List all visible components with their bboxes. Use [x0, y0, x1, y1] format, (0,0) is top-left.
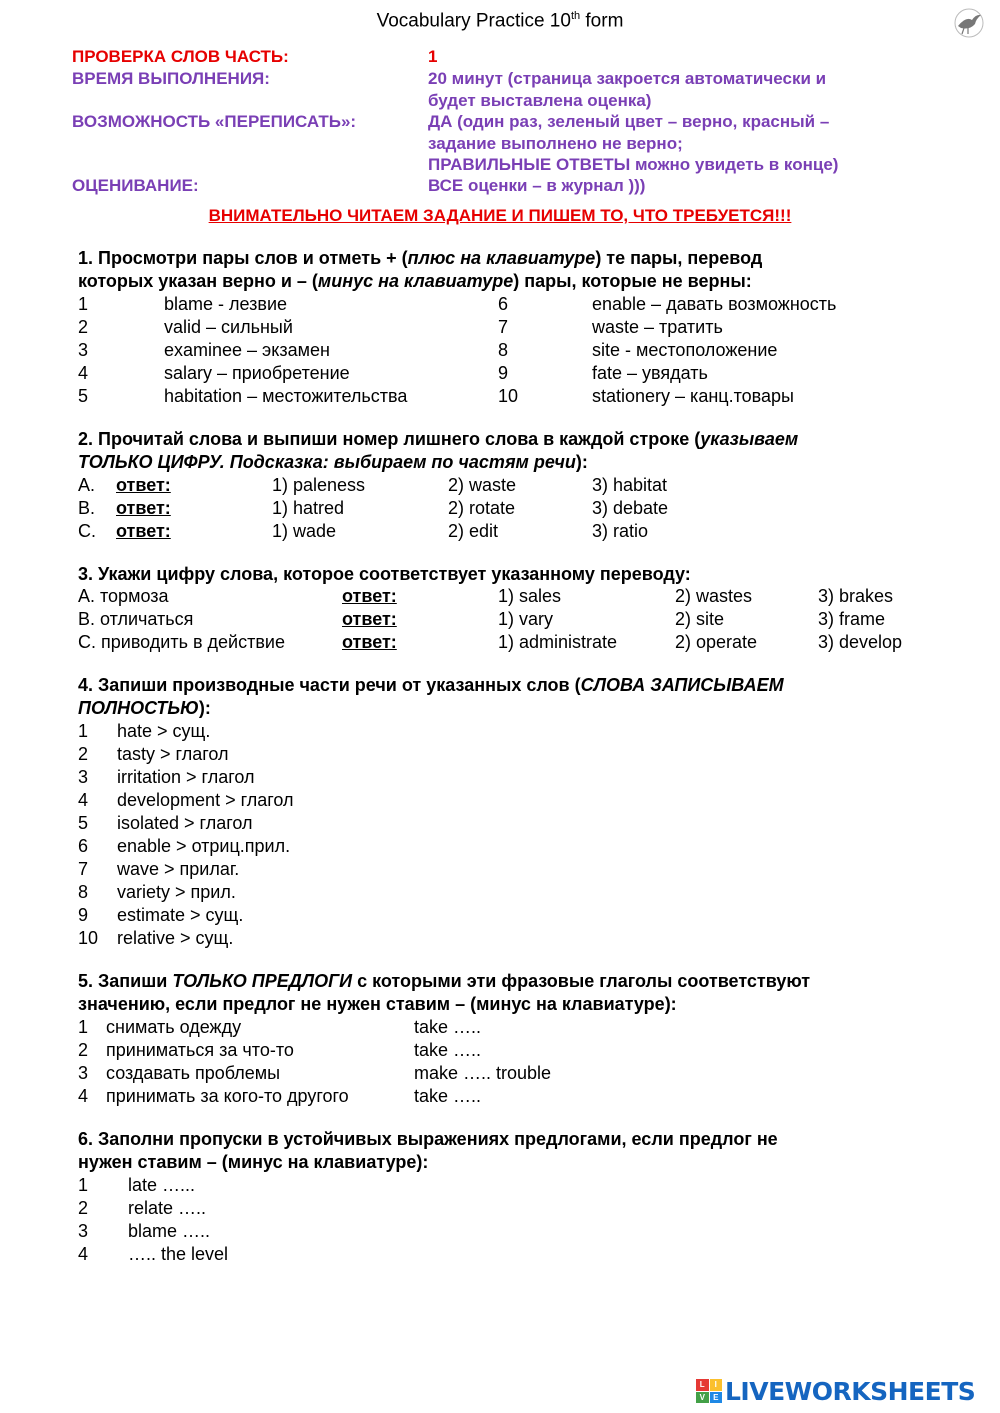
time-value: 20 минут (страница закроется автоматически и будет выставлена оценка) — [428, 69, 827, 110]
task1-row[interactable]: 4 salary – приобретение 9 fate – увядать — [78, 363, 708, 383]
liveworksheets-logo[interactable] — [696, 1376, 975, 1406]
task3-heading: 3. Укажи цифру слова, которое соответствует указанному переводу: — [78, 564, 691, 584]
task4-row[interactable]: 4 development > глагол — [78, 790, 294, 810]
warning-banner: ВНИМАТЕЛЬНО ЧИТАЕМ ЗАДАНИЕ И ПИШЕМ ТО, ЧТО ТРЕБУЕТСЯ!!! — [208, 206, 792, 225]
time-label: ВРЕМЯ ВЫПОЛНЕНИЯ: — [72, 69, 270, 88]
task4-row[interactable]: 6 enable > отриц.прил. — [78, 836, 291, 856]
task1-row[interactable]: 3 examinee – экзамен 8 site - местоположение — [78, 340, 778, 360]
task1-heading: 1. Просмотри пары слов и отметь + (плюс на клавиатуре) те пары, перевод которых указан верно и – (минус на клавиатуре) пары, которые не верны: — [78, 248, 763, 291]
rewrite-value: ДА (один раз, зеленый цвет – верно, красный – задание выполнено не верно; ПРАВИЛЬНЫЕ ОТВЕТЫ можно увидеть в конце) — [428, 112, 839, 174]
task3-row: A. тормоза ответ: 1) sales 2) wastes 3) brakes — [78, 586, 894, 606]
task4-row[interactable]: 2 tasty > глагол — [78, 744, 229, 764]
task3-row: C. приводить в действие ответ: 1) administrate 2) operate 3) develop — [78, 632, 903, 652]
task6-row[interactable]: 3 blame ….. — [78, 1221, 211, 1241]
answer-field[interactable]: ответ: — [116, 521, 171, 541]
brand-mark-tile: E — [710, 1392, 723, 1404]
grading-label: ОЦЕНИВАНИЕ: — [72, 176, 199, 195]
task4-row[interactable]: 9 estimate > сущ. — [78, 905, 244, 925]
task4-row[interactable]: 7 wave > прилаг. — [78, 859, 240, 879]
task6-heading: 6. Заполни пропуски в устойчивых выражениях предлогами, если предлог не нужен ставим – (минус на клавиатуре): — [78, 1129, 778, 1172]
task5-row[interactable]: 1 снимать одежду take ….. — [78, 1017, 482, 1037]
task6-row[interactable]: 2 relate ….. — [78, 1198, 207, 1218]
task5-row[interactable]: 3 создавать проблемы make ….. trouble — [78, 1063, 552, 1083]
task6-row[interactable]: 4 ….. the level — [78, 1244, 229, 1264]
part-value: 1 — [428, 47, 438, 66]
task2-heading: 2. Прочитай слова и выпиши номер лишнего слова в каждой строке (указываем ТОЛЬКО ЦИФРУ. Подсказка: выбираем по частям речи): — [78, 429, 799, 472]
task4-row[interactable]: 3 irritation > глагол — [78, 767, 255, 787]
task4-row[interactable]: 8 variety > прил. — [78, 882, 236, 902]
document-title: Vocabulary Practice 10th form — [376, 10, 624, 32]
task2-row: A. ответ: 1) paleness 2) waste 3) habitat — [78, 475, 668, 495]
task3-row: B. отличаться ответ: 1) vary 2) site 3) frame — [78, 609, 886, 629]
task1-row[interactable]: 1 blame - лезвие 6 enable – давать возможность — [78, 294, 837, 314]
answer-field[interactable]: ответ: — [116, 475, 171, 495]
brand-mark-icon — [696, 1379, 722, 1403]
brand-mark-tile: V — [696, 1392, 709, 1404]
task1-row[interactable]: 2 valid – сильный 7 waste – тратить — [78, 317, 723, 337]
grading-value: ВСЕ оценки – в журнал ))) — [428, 176, 646, 195]
answer-field[interactable]: ответ: — [342, 586, 397, 606]
task2-row: C. ответ: 1) wade 2) edit 3) ratio — [78, 521, 649, 541]
task5-row[interactable]: 4 принимать за кого-то другого take ….. — [78, 1086, 482, 1106]
brand-mark-tile: L — [696, 1379, 709, 1391]
task5-row[interactable]: 2 приниматься за что-то take ….. — [78, 1040, 482, 1060]
task2-row: B. ответ: 1) hatred 2) rotate 3) debate — [78, 498, 669, 518]
part-label: ПРОВЕРКА СЛОВ ЧАСТЬ: — [72, 47, 289, 66]
task4-row[interactable]: 5 isolated > глагол — [78, 813, 253, 833]
task4-row[interactable]: 10 relative > сущ. — [78, 928, 234, 948]
task4-row[interactable]: 1 hate > сущ. — [78, 721, 211, 741]
rewrite-label: ВОЗМОЖНОСТЬ «ПЕРЕПИСАТЬ»: — [72, 112, 357, 131]
brand-mark-tile: I — [710, 1379, 723, 1391]
task5-heading: 5. Запиши ТОЛЬКО ПРЕДЛОГИ с которыми эти фразовые глаголы соответствуют значению, если предлог не нужен ставим – (минус на клавиатуре): — [78, 971, 811, 1014]
answer-field[interactable]: ответ: — [342, 632, 397, 652]
bird-logo-icon — [952, 6, 986, 40]
task1-row[interactable]: 5 habitation – местожительства 10 stationery – канц.товары — [78, 386, 794, 406]
task6-row[interactable]: 1 late …... — [78, 1175, 196, 1195]
task4-heading: 4. Запиши производные части речи от указанных слов (СЛОВА ЗАПИСЫВАЕМ ПОЛНОСТЬЮ): — [78, 675, 784, 718]
brand-name: LIVEWORKSHEETS — [725, 1376, 976, 1406]
answer-field[interactable]: ответ: — [116, 498, 171, 518]
answer-field[interactable]: ответ: — [342, 609, 397, 629]
